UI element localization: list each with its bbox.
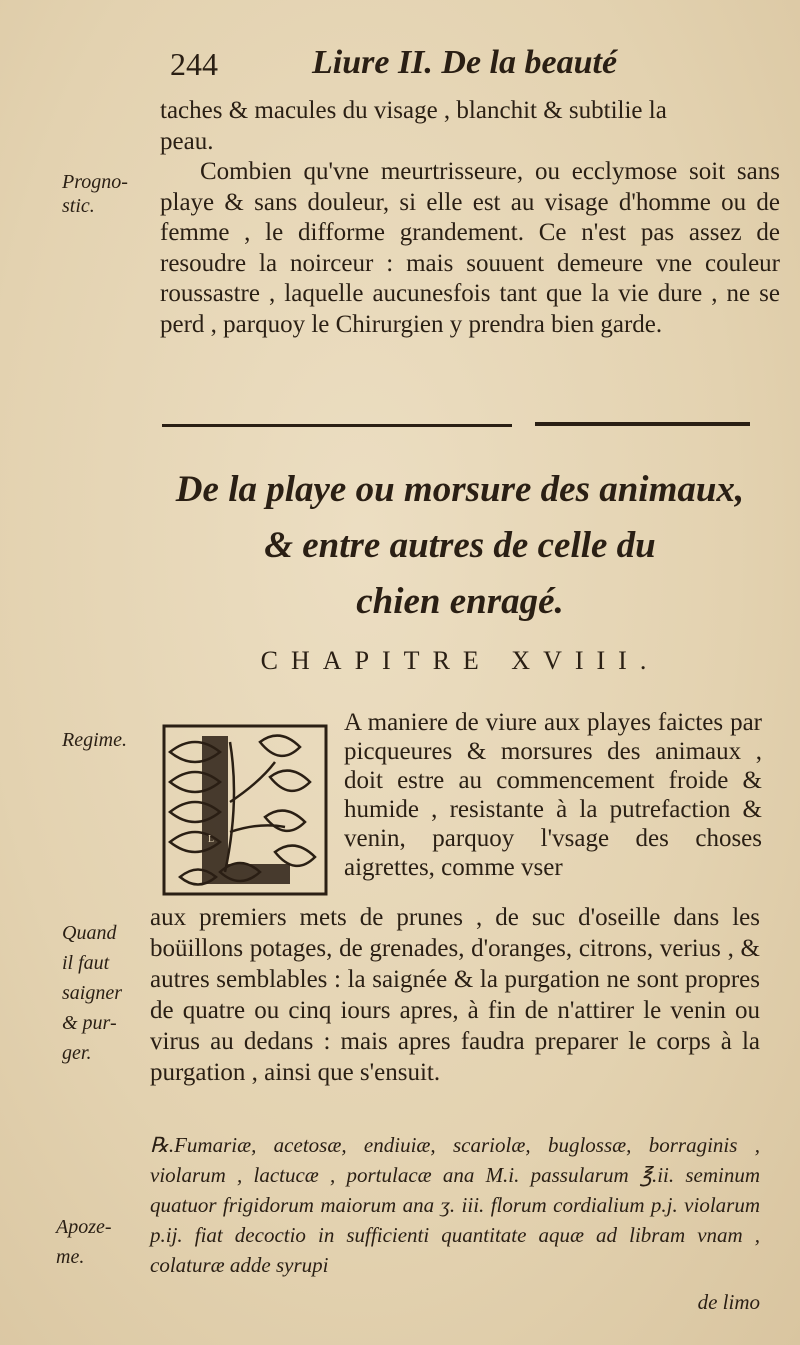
margin-note-quand: Quand il faut saigner & pur- ger.: [62, 922, 122, 1064]
chapter-title-line: De la playe ou morsure des animaux,: [175, 469, 745, 510]
paragraph: aux premiers mets de prunes , de suc d'oseille dans les boüillons potages, de grenades, d'oranges, citrons, verius , & autres semblables : la saignée & la purgation ne sont propres de quatre ou cinq iours apres, à fin de n'attirer le venin ou virus au dedans : mais apres faudra preparer le corps à la purgation , ainsi que s'ensuit.: [150, 904, 760, 1086]
running-title: Liure II. De la beauté: [312, 44, 618, 81]
chapter-number: CHAPITRE XVIII.: [260, 646, 660, 675]
recipe-end: de limo: [697, 1290, 760, 1314]
recipe-text: ℞.Fumariæ, acetosæ, endiuiæ, scariolæ, buglossæ, borraginis , violarum , lactucæ , portulacæ ana M.i. passularum ℥.ii. seminum quatuor frigidorum maiorum ana ʒ. iii. florum cordialium p.j. violarum p.ij. fiat decoctio in sufficienti quantitate aquæ ad libram vnam , colaturæ adde syrupi: [150, 1133, 760, 1277]
decorated-initial: [160, 722, 330, 898]
recipe-block: [150, 1130, 760, 1280]
margin-note-regime: Regime.: [62, 729, 127, 751]
chapter-title-line: chien enragé.: [356, 581, 564, 622]
chapter-title: [150, 462, 770, 630]
foliage-ornament-icon: [160, 722, 330, 898]
paragraph: Combien qu'vne meurtrisseure, ou ecclymose soit sans playe & sans douleur, si elle est au visage d'homme ou de femme , le difforme grandement. Ce n'est pas assez de resoudre la noirceur : mais souuent demeure vne couleur roussastre , laquelle aucunesfois tant que la vie dure , ne se perd , parquoy le Chirurgien y prendra bien garde.: [160, 158, 780, 338]
divider-rule: [535, 422, 750, 426]
page-header: [170, 42, 770, 92]
page-number: 244: [170, 46, 218, 82]
paragraph: A maniere de viure aux playes faictes par picqueures & morsures des animaux , doit estre au commencement froide & humide , resistante à la putrefaction & venin, parquoy l'vsage des choses aigrettes, comme vser: [344, 709, 762, 881]
text-line: peau.: [160, 127, 214, 155]
margin-note-prognostic: Progno- stic.: [62, 171, 128, 217]
text-line: taches & macules du visage , blanchit & subtilie la: [160, 97, 667, 124]
body-after-initial: [150, 902, 760, 1088]
margin-note-apozeme: Apoze- me.: [56, 1216, 112, 1268]
divider-rule: [162, 424, 512, 427]
body-beside-initial: [344, 708, 762, 882]
dropcap-letter: L: [208, 834, 215, 845]
top-text-block: [160, 96, 780, 340]
chapter-title-line: & entre autres de celle du: [264, 525, 656, 566]
